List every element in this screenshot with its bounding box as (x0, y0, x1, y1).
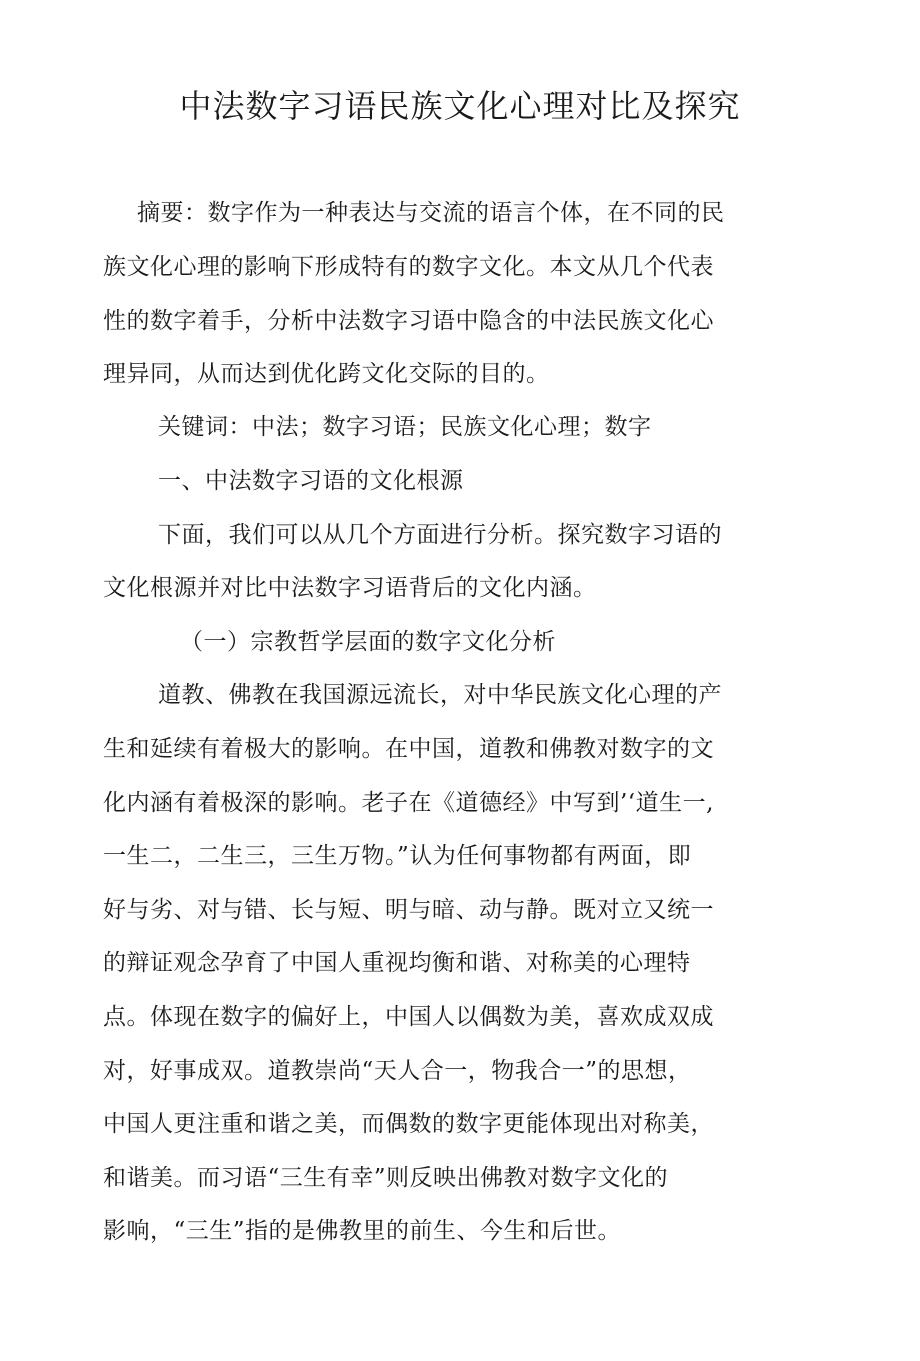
body-line-8: 对，好事成双。道教崇尚“天人合一，物我合一”的思想， (103, 1058, 692, 1084)
body-line-7: 点。体现在数字的偏好上，中国人以偶数为美，喜欢成双成 (103, 1004, 714, 1030)
document-title: 中法数字习语民族文化心理对比及探究 (179, 87, 741, 125)
body-line-11: 影响，“三生”指的是佛教里的前生、今生和后世。 (103, 1218, 622, 1244)
abstract-line-2: 族文化心理的影响下形成特有的数字文化。本文从几个代表 (103, 254, 714, 280)
section-heading: 一、中法数字习语的文化根源 (158, 468, 464, 494)
body-line-5: 好与劣、对与错、长与短、明与暗、动与静。既对立又统一 (103, 897, 714, 923)
keywords-line: 关键词：中法；数字习语；民族文化心理；数字 (158, 414, 652, 440)
body-line-4: 一生二，二生三，三生万物。”认为任何事物都有两面，即 (103, 843, 692, 869)
intro-line-1: 下面，我们可以从几个方面进行分析。探究数字习语的 (158, 522, 722, 548)
body-line-9: 中国人更注重和谐之美，而偶数的数字更能体现出对称美， (103, 1111, 714, 1137)
abstract-line-4: 理异同，从而达到优化跨文化交际的目的。 (103, 361, 550, 387)
abstract-line-3: 性的数字着手，分析中法数字习语中隐含的中法民族文化心 (103, 308, 714, 334)
subsection-heading: （一）宗教哲学层面的数字文化分析 (180, 629, 556, 655)
body-line-3: 化内涵有着极深的影响。老子在《道德经》中写到’‘道生一, (103, 790, 714, 816)
abstract-line-1: 摘要：数字作为一种表达与交流的语言个体，在不同的民 (137, 200, 725, 226)
intro-line-2: 文化根源并对比中法数字习语背后的文化内涵。 (103, 575, 597, 601)
body-line-2: 生和延续有着极大的影响。在中国，道教和佛教对数字的文 (103, 736, 714, 762)
body-line-6: 的辩证观念孕育了中国人重视均衡和谐、对称美的心理特 (103, 950, 691, 976)
body-line-1: 道教、佛教在我国源远流长，对中华民族文化心理的产 (158, 682, 722, 708)
body-line-10: 和谐美。而习语“三生有幸”则反映出佛教对数字文化的 (103, 1165, 669, 1191)
